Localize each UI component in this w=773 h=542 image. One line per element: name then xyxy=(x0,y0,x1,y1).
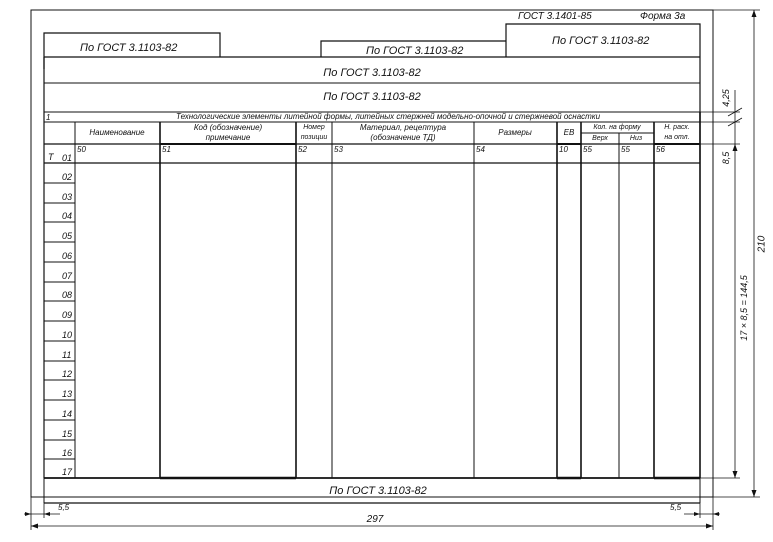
row-number: 17 xyxy=(62,467,73,477)
row-number: 05 xyxy=(62,231,73,241)
row-lines xyxy=(44,163,700,459)
row-number: 04 xyxy=(62,211,73,221)
col-pos-header-1: Номер xyxy=(303,124,325,131)
stamp-left: По ГОСТ 3.1103-82 xyxy=(80,42,178,54)
footer-stamp: По ГОСТ 3.1103-82 xyxy=(329,485,427,497)
row-number: 03 xyxy=(62,192,73,202)
field-number-size: 54 xyxy=(476,145,485,154)
field-number-qty-top: 55 xyxy=(583,145,592,154)
row-number: 15 xyxy=(62,429,73,439)
row-number: 12 xyxy=(62,369,73,379)
row-number: 02 xyxy=(62,172,73,182)
col-norm-header-1: Н. расх. xyxy=(664,124,690,131)
stamp-row-3: По ГОСТ 3.1103-82 xyxy=(323,91,421,103)
col-unit-header: ЕВ xyxy=(563,128,575,137)
row-number: 01 xyxy=(62,153,73,163)
row-number: 10 xyxy=(62,330,73,340)
form-number: Форма 3а xyxy=(640,11,686,22)
field-number-unit: 10 xyxy=(559,145,568,154)
row-number: 13 xyxy=(62,389,73,399)
table-marker: 1 xyxy=(46,113,51,122)
stamp-center: По ГОСТ 3.1103-82 xyxy=(366,45,464,57)
stamp-right: По ГОСТ 3.1103-82 xyxy=(552,35,650,47)
table-title: Технологические элементы литейной формы, литейных стержней модельно-опочной и стержневой оснастки xyxy=(175,112,601,121)
dim-margin-left: 5,5 xyxy=(58,503,70,512)
field-number-norm: 56 xyxy=(656,145,665,154)
col-material-header-2: (обозначение ТД) xyxy=(370,133,436,142)
col-pos-header-2: позиции xyxy=(300,134,328,141)
row-number: 16 xyxy=(62,448,73,458)
dim-width-total: 297 xyxy=(366,514,384,525)
field-number-pos: 52 xyxy=(298,145,307,154)
row-number: 08 xyxy=(62,290,73,300)
col-code-header-2: примечание xyxy=(205,133,251,142)
col-qty-bottom-header: Низ xyxy=(629,135,643,142)
col-norm-header-2: на отл. xyxy=(664,134,690,141)
gost-reference: ГОСТ 3.1401-85 xyxy=(518,11,592,22)
dim-header-row: 8,5 xyxy=(721,151,731,165)
dim-margin-right: 5,5 xyxy=(670,503,682,512)
col-material-header-1: Материал, рецептура xyxy=(359,123,447,132)
field-number-qty-bottom: 55 xyxy=(621,145,630,154)
row-number: 14 xyxy=(62,409,73,419)
col-size-header: Размеры xyxy=(498,128,532,137)
dim-height-total: 210 xyxy=(756,235,768,253)
dim-title-row: 4,25 xyxy=(721,89,731,107)
row-number: 07 xyxy=(62,271,73,281)
col-name-header: Наименование xyxy=(89,128,145,137)
field-number-code: 51 xyxy=(162,145,171,154)
field-number-name: 50 xyxy=(77,145,86,154)
row-number: 09 xyxy=(62,310,73,320)
row-number: 06 xyxy=(62,251,73,261)
row-number: 11 xyxy=(62,350,72,360)
col-qty-top-header: Верх xyxy=(592,135,608,142)
row-prefix: Т xyxy=(48,152,54,162)
dim-rows-span: 17 × 8,5 = 144,5 xyxy=(739,275,749,341)
col-qty-header: Кол. на форму xyxy=(593,124,641,131)
col-code-header-1: Код (обозначение) xyxy=(193,123,263,132)
field-number-material: 53 xyxy=(334,145,343,154)
stamp-row-2: По ГОСТ 3.1103-82 xyxy=(323,67,421,79)
